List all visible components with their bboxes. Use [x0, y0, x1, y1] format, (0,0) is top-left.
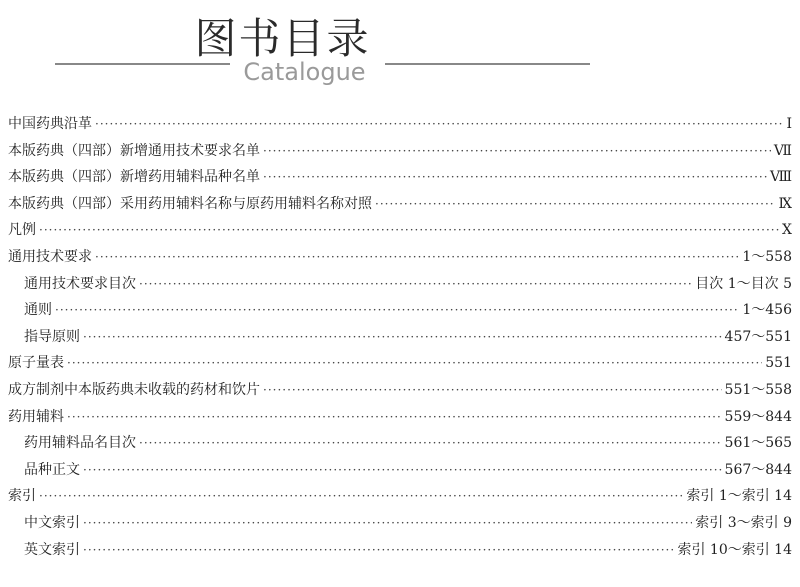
toc-entry[interactable]	[8, 379, 792, 406]
toc-entry-page: 561～565	[724, 435, 792, 452]
toc-entry-page: 551～558	[724, 381, 792, 398]
dot-leader	[375, 197, 775, 211]
toc-entry[interactable]	[8, 246, 792, 273]
toc-entry[interactable]	[8, 193, 792, 220]
dot-leader	[263, 170, 767, 184]
toc-entry-label: 本版药典（四部）采用药用辅料名称与原药用辅料名称对照	[8, 195, 372, 212]
dot-leader	[83, 463, 722, 477]
toc-entry[interactable]	[8, 219, 792, 246]
dot-leader	[83, 516, 692, 530]
toc-entry-label: 本版药典（四部）新增通用技术要求名单	[8, 142, 260, 159]
toc-entry-label: 中文索引	[24, 514, 80, 531]
toc-subentry[interactable]	[8, 459, 792, 486]
dot-leader	[39, 489, 683, 503]
toc-entry-label: 英文索引	[24, 541, 80, 558]
dot-leader	[139, 277, 692, 291]
toc-entry-label: 中国药典沿革	[8, 116, 92, 132]
toc-entry[interactable]	[8, 140, 792, 167]
toc-entry-page: 索引 10～索引 14	[677, 541, 792, 558]
header	[0, 0, 800, 100]
toc-entry-page: Ⅶ	[773, 142, 792, 159]
toc-entry[interactable]	[8, 113, 792, 140]
toc-entry-label: 原子量表	[8, 355, 64, 372]
dot-leader	[67, 356, 762, 370]
toc-entry-label: 通用技术要求	[8, 248, 92, 265]
toc-subentry[interactable]	[8, 299, 792, 326]
dot-leader	[263, 383, 722, 397]
toc-entry[interactable]	[8, 166, 792, 193]
toc-subentry[interactable]	[8, 539, 792, 566]
toc-entry-page: Ⅷ	[769, 169, 792, 186]
toc-entry-page: 1～456	[742, 302, 792, 319]
dot-leader	[83, 543, 674, 557]
table-of-contents	[8, 113, 792, 565]
toc-subentry[interactable]	[8, 273, 792, 300]
dot-leader	[139, 436, 722, 450]
dot-leader	[67, 410, 722, 424]
toc-entry-page: Ⅹ	[782, 222, 792, 239]
dot-leader	[83, 330, 722, 344]
dot-leader	[263, 144, 771, 158]
toc-entry-label: 通用技术要求目次	[24, 275, 136, 292]
toc-entry-page: 索引 3～索引 9	[695, 514, 792, 531]
toc-entry-page: 1～558	[742, 248, 792, 265]
toc-subentry[interactable]	[8, 512, 792, 539]
toc-entry-label: 药用辅料品名目次	[24, 435, 136, 452]
dot-leader	[95, 117, 783, 131]
page-title: 图书目录	[194, 14, 371, 63]
dot-leader	[39, 223, 779, 237]
dot-leader	[55, 303, 739, 317]
toc-subentry[interactable]	[8, 432, 792, 459]
toc-entry-label: 本版药典（四部）新增药用辅料品种名单	[8, 169, 260, 186]
toc-entry-page: 索引 1～索引 14	[686, 488, 792, 505]
toc-entry-label: 药用辅料	[8, 408, 64, 425]
toc-entry-label: 通则	[24, 302, 52, 319]
toc-entry-label: 索引	[8, 488, 36, 505]
toc-entry-page: Ⅸ	[778, 195, 792, 212]
page-subtitle: Catalogue	[243, 58, 366, 86]
toc-entry-page: 551	[765, 355, 792, 372]
toc-entry-page: 559～844	[724, 408, 792, 425]
toc-entry[interactable]	[8, 406, 792, 433]
header-rule-right	[385, 63, 590, 65]
toc-entry-page: 567～844	[724, 461, 792, 478]
toc-entry[interactable]	[8, 485, 792, 512]
toc-entry-page: 目次 1～目次 5	[695, 275, 792, 292]
toc-entry-label: 凡例	[8, 222, 36, 239]
toc-entry-label: 指导原则	[24, 328, 80, 345]
toc-entry-page: Ⅰ	[786, 116, 792, 132]
toc-entry-label: 成方制剂中本版药典未收载的药材和饮片	[8, 381, 260, 398]
toc-subentry[interactable]	[8, 326, 792, 353]
toc-entry-label: 品种正文	[24, 461, 80, 478]
dot-leader	[95, 250, 739, 264]
toc-entry[interactable]	[8, 352, 792, 379]
toc-entry-page: 457～551	[724, 328, 792, 345]
